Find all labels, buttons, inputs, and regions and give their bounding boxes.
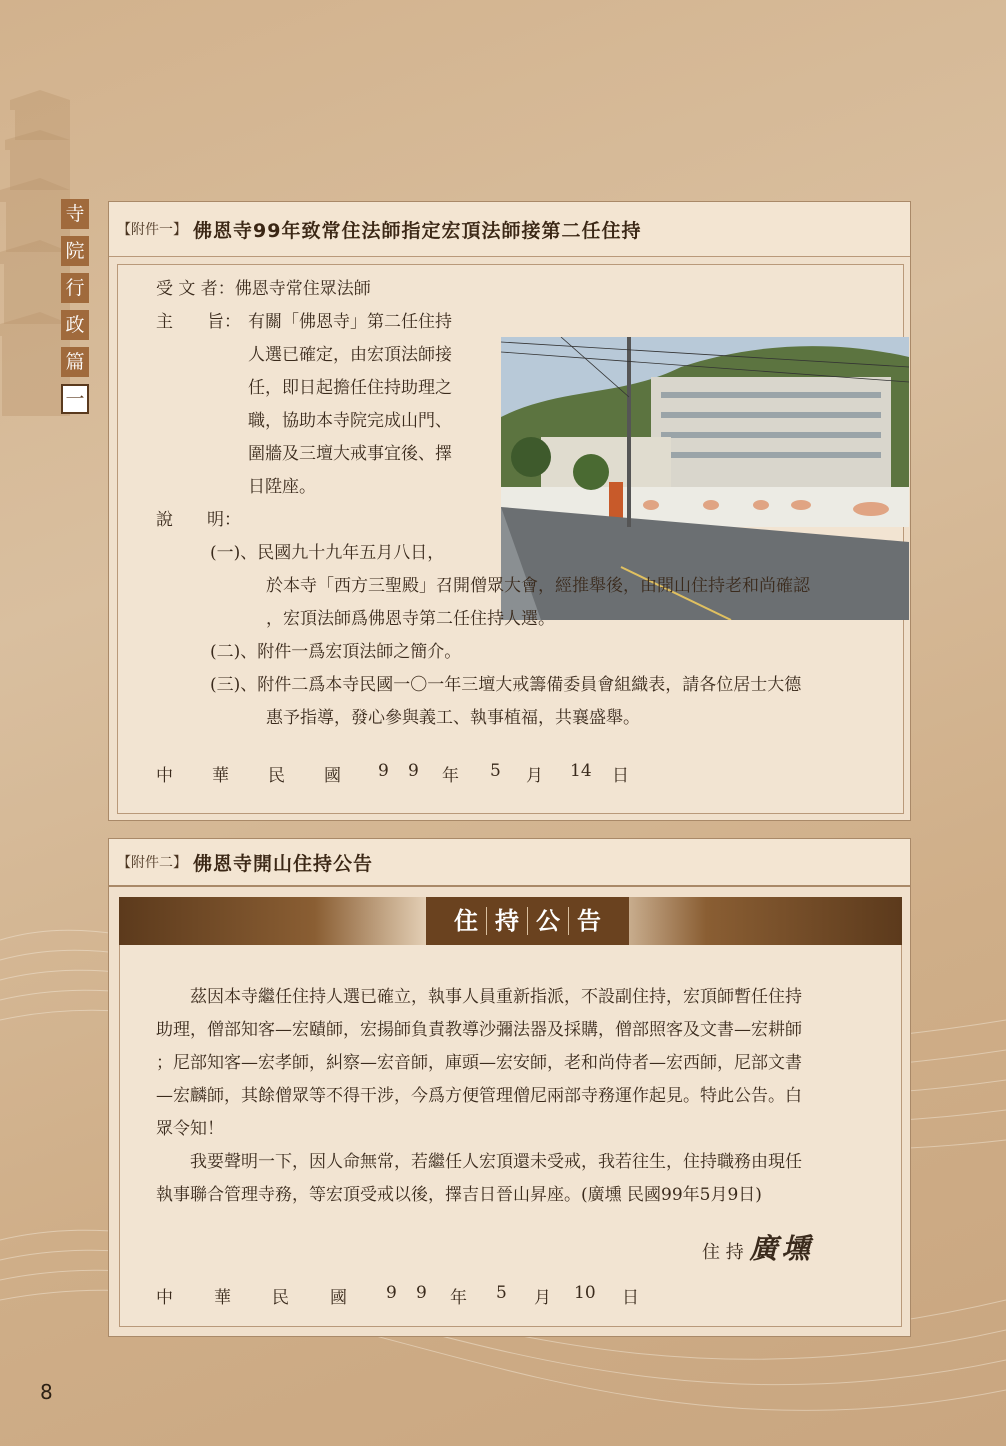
side-tab-char: 篇 <box>61 347 89 377</box>
date-char: 5 <box>496 1283 507 1303</box>
date-char: 9 <box>386 1283 397 1303</box>
annex2-body <box>119 945 902 1327</box>
para1-line: —宏麟師，其餘僧眾等不得干涉，今爲方便管理僧尼兩部寺務運作起見。特此公告。白 <box>156 1086 802 1106</box>
annex2-title: 佛恩寺開山住持公告 <box>193 852 374 875</box>
annex1-body <box>117 264 904 814</box>
para1-line: 眾令知！ <box>156 1119 224 1139</box>
explain-item1-line2: 於本寺「西方三聖殿」召開僧眾大會，經推舉後，由開山住持老和尚確認 <box>266 576 810 596</box>
announcement-para2 <box>156 1146 876 1212</box>
date-char: 年 <box>450 1288 467 1308</box>
date-char: 華 <box>214 1288 231 1308</box>
date-char: 國 <box>330 1288 347 1308</box>
annex1-subject-text <box>248 306 498 504</box>
date-char: 5 <box>490 761 501 781</box>
date-char: 年 <box>442 766 459 786</box>
side-tab-char: 寺 <box>61 199 89 229</box>
annex2-tag: 【附件二】 <box>117 855 187 871</box>
side-tab-char: 院 <box>61 236 89 266</box>
explain-item3-line1: (三)、附件二爲本寺民國一〇一年三壇大戒籌備委員會組織表，請各位居士大德 <box>210 675 802 695</box>
banner-char: 住 <box>454 907 478 935</box>
date-char: 民 <box>272 1288 289 1308</box>
date-char: 9 <box>408 761 419 781</box>
date-char: 月 <box>526 766 543 786</box>
pagoda-watermark-icon <box>0 90 70 420</box>
date-char: 民 <box>268 766 285 786</box>
date-char: 9 <box>378 761 389 781</box>
side-tab-char: 政 <box>61 310 89 340</box>
para2-line: 我要聲明一下，因人命無常，若繼任人宏頂還未受戒，我若往生，住持職務由現任 <box>190 1152 802 1172</box>
banner-char: 持 <box>486 907 527 935</box>
announcement-banner <box>119 897 902 945</box>
explain-item2: (二)、附件一爲宏頂法師之簡介。 <box>210 642 462 662</box>
banner-char: 告 <box>568 907 609 935</box>
annex1-header <box>109 202 910 257</box>
annex2-header <box>109 839 910 885</box>
annex2-header-panel <box>108 838 911 886</box>
announcement-title <box>426 897 629 945</box>
annex2-date <box>156 1283 652 1308</box>
para1-line: ；尼部知客—宏孝師，糾察—宏音師，庫頭—宏安師，老和尚侍者—宏西師，尼部文書 <box>156 1053 802 1073</box>
date-char: 日 <box>622 1288 639 1308</box>
annex1-explain-label: 說 明： <box>156 510 241 530</box>
explain-item1-line3: ，宏頂法師爲佛恩寺第二任住持人選。 <box>266 609 555 629</box>
para2-line: 執事聯合管理寺務，等宏頂受戒以後，擇吉日晉山昇座。(廣壎 民國99年5月9日) <box>156 1185 762 1205</box>
date-char: 日 <box>612 766 629 786</box>
date-char: 中 <box>156 766 173 786</box>
explain-item3-line2: 惠予指導，發心參與義工、執事植福，共襄盛舉。 <box>266 708 640 728</box>
subject-line: 有關「佛恩寺」第二任住持 <box>248 312 452 332</box>
date-char: 9 <box>416 1283 427 1303</box>
annex1-tag: 【附件一】 <box>117 222 187 238</box>
explain-item1-line1: (一)、民國九十九年五月八日， <box>210 543 445 563</box>
date-char: 國 <box>324 766 341 786</box>
annex1-subject-label: 主 旨： <box>156 312 241 332</box>
recipient-label: 受 文 者： <box>156 279 235 299</box>
side-tab-char: 一 <box>61 384 89 414</box>
subject-line: 日陞座。 <box>248 477 316 497</box>
annex2-panel <box>108 886 911 1337</box>
subject-line: 人選已確定，由宏頂法師接 <box>248 345 452 365</box>
subject-line: 任，即日起擔任住持助理之 <box>248 378 452 398</box>
date-char: 華 <box>212 766 229 786</box>
annex1-date <box>156 761 642 786</box>
chapter-side-tab <box>61 199 89 421</box>
signature-label: 住 持 <box>702 1242 744 1263</box>
subject-line: 職，協助本寺院完成山門、 <box>248 411 452 431</box>
annex1-recipient-row <box>156 273 371 306</box>
subject-line: 圍牆及三壇大戒事宜後、擇 <box>248 444 452 464</box>
date-char: 10 <box>574 1283 596 1303</box>
para1-line: 助理，僧部知客—宏賾師，宏揚師負責教導沙彌法器及採購，僧部照客及文書—宏耕師 <box>156 1020 802 1040</box>
annex1-title: 佛恩寺99年致常住法師指定宏頂法師接第二任住持 <box>193 219 642 242</box>
abbot-signature <box>702 1227 813 1267</box>
page-number: 8 <box>40 1380 53 1404</box>
recipient-value: 佛恩寺常住眾法師 <box>234 279 371 299</box>
announcement-para1 <box>156 981 876 1146</box>
date-char: 14 <box>570 761 592 781</box>
banner-char: 公 <box>527 907 568 935</box>
para1-line: 茲因本寺繼任住持人選已確立，執事人員重新指派，不設副住持，宏頂師暫任住持 <box>190 987 802 1007</box>
date-char: 月 <box>534 1288 551 1308</box>
signature-name: 廣壎 <box>749 1232 814 1265</box>
annex1-panel <box>108 201 911 821</box>
side-tab-char: 行 <box>61 273 89 303</box>
date-char: 中 <box>156 1288 173 1308</box>
